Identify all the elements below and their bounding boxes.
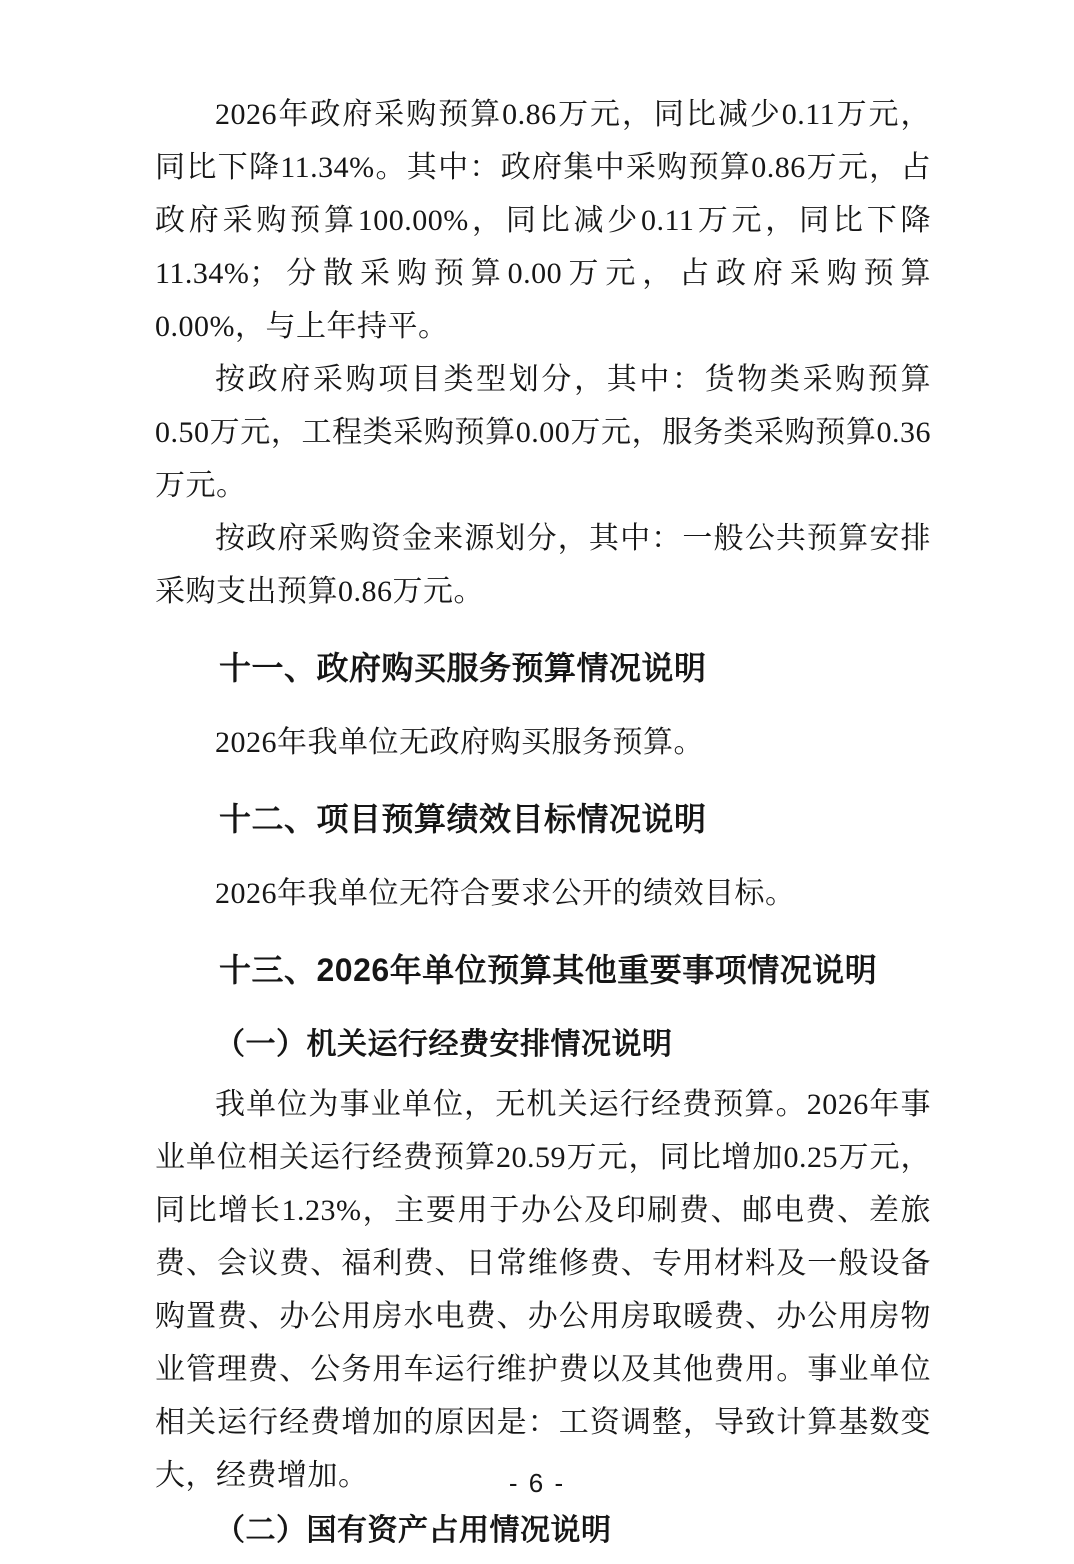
section-heading-11-gov-purchased-services: 十一、政府购买服务预算情况说明 <box>219 650 707 686</box>
subsection-body-13-1-operating-expenses: 我单位为事业单位，无机关运行经费预算。2026年事业单位相关运行经费预算20.59万元，同比增加0.25万元，同比增长1.23%，主要用于办公及印刷费、邮电费、差旅费、会议费、福利费、日常维修费、专用材料及一般设备购置费、办公用房水电费、办公用房取暖费、办公用房物业管理费、公务用车运行维护费以及其他费用。事业单位相关运行经费增加的原因是：工资调整，导致计算基数变大，经费增加。 <box>155 1088 931 1492</box>
section-heading-12-performance-targets: 十二、项目预算绩效目标情况说明 <box>219 801 707 837</box>
section-heading-13-other-important-matters: 十三、2026年单位预算其他重要事项情况说明 <box>219 952 878 988</box>
page-number: - 6 - <box>508 1468 566 1498</box>
subsection-heading-13-1-operating-expenses: （一）机关运行经费安排情况说明 <box>215 1028 673 1061</box>
subsection-heading-13-2-state-owned-assets: （二）国有资产占用情况说明 <box>215 1514 612 1547</box>
paragraph-procurement-by-project-type: 按政府采购项目类型划分，其中：货物类采购预算0.50万元，工程类采购预算0.00万元，服务类采购预算0.36万元。 <box>155 363 931 502</box>
page-content <box>155 0 931 1564</box>
paragraph-procurement-by-funding-source: 按政府采购资金来源划分，其中：一般公共预算安排采购支出预算0.86万元。 <box>155 522 931 608</box>
section-body-11-gov-purchased-services: 2026年我单位无政府购买服务预算。 <box>215 726 704 759</box>
section-body-12-performance-targets: 2026年我单位无符合要求公开的绩效目标。 <box>215 877 796 910</box>
paragraph-procurement-overview: 2026年政府采购预算0.86万元，同比减少0.11万元，同比下降11.34%。其中：政府集中采购预算0.86万元，占政府采购预算100.00%，同比减少0.11万元，同比下降11.34%；分散采购预算0.00万元，占政府采购预算0.00%，与上年持平。 <box>155 98 931 343</box>
page-footer <box>0 1468 1074 1499</box>
